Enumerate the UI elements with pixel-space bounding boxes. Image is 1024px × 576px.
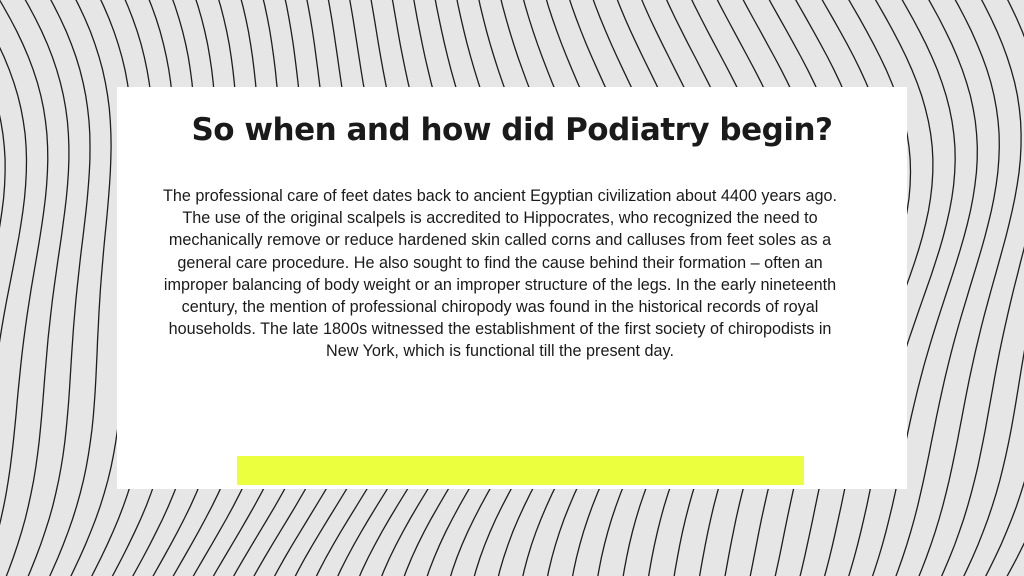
background-wave-line: [1017, 0, 1024, 576]
background-wave-line: [933, 0, 1024, 576]
background-wave-line: [20, 0, 90, 576]
background-wave-line: [996, 0, 1024, 576]
slide-title: So when and how did Podiatry begin?: [191, 112, 833, 148]
background-wave-line: [0, 0, 48, 576]
background-wave-line: [0, 0, 69, 576]
accent-bar: [237, 456, 804, 485]
background-wave-line: [0, 0, 27, 576]
slide-body-text: The professional care of feet dates back to ancient Egyptian civilization about 4400 years ago. The use of the original scalpels is accredited to Hippocrates, who recognized the need to mechanically remove or reduce hardened skin called corns and calluses from feet soles as a general care procedure. He also sought to find the cause behind their formation – often an improper balancing of body weight or an improper structure of the legs. In the early nineteenth century, the mention of professional chiropody was found in the historical records of royal households. The late 1800s witnessed the establishment of the first society of chiropodists in New York, which is functional till the present day.: [163, 187, 837, 361]
background-wave-line: [41, 0, 112, 576]
background-wave-line: [975, 0, 1024, 576]
background-wave-line: [0, 0, 5, 576]
